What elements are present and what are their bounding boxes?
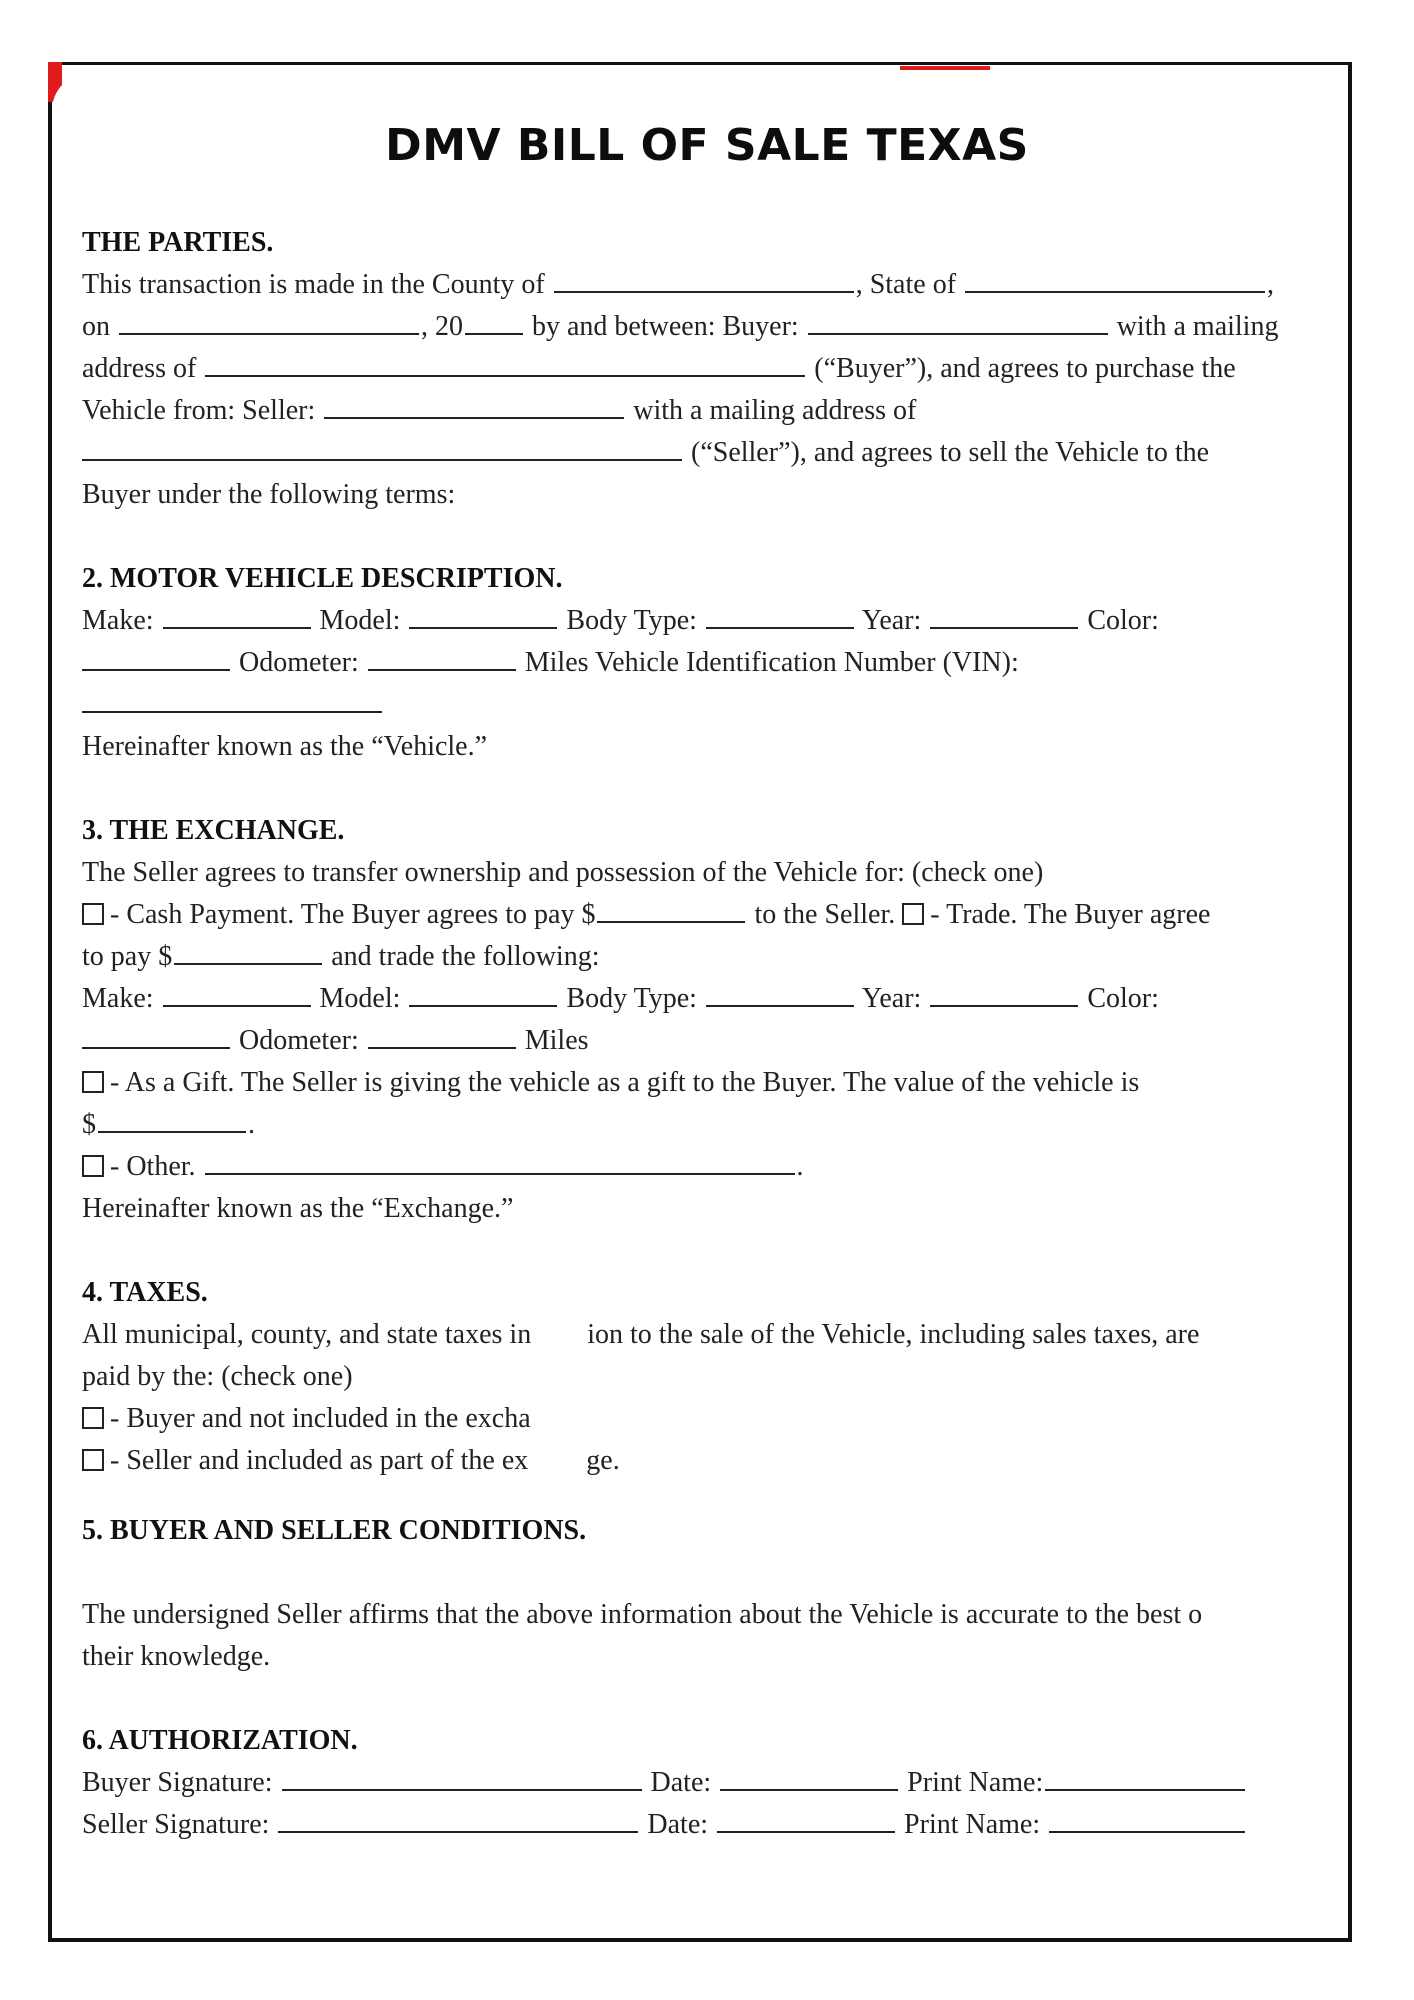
seller-print-name-field[interactable] bbox=[1049, 1805, 1245, 1833]
conditions-line-2: their knowledge. bbox=[82, 1641, 271, 1672]
trade-year-field[interactable] bbox=[930, 979, 1078, 1007]
text: , bbox=[1267, 269, 1275, 300]
seller-name-field[interactable] bbox=[324, 391, 624, 419]
exchange-line-gift-value bbox=[82, 1104, 1312, 1146]
text: , State of bbox=[855, 269, 957, 300]
text: Make: bbox=[82, 983, 154, 1014]
text: Vehicle from: Seller: bbox=[82, 395, 316, 426]
text: with a mailing bbox=[1116, 311, 1279, 342]
text: (“Buyer”), and agrees to purchase the bbox=[814, 353, 1236, 384]
text: - Buyer and not included in the excha bbox=[110, 1403, 531, 1434]
other-field[interactable] bbox=[205, 1147, 795, 1175]
document-body bbox=[82, 222, 1312, 1846]
parties-line-2 bbox=[82, 306, 1312, 348]
taxes-option-buyer bbox=[82, 1398, 1312, 1440]
text: Year: bbox=[861, 983, 922, 1014]
buyer-name-field[interactable] bbox=[808, 307, 1108, 335]
seller-date-field[interactable] bbox=[717, 1805, 895, 1833]
vin-field[interactable] bbox=[82, 685, 382, 713]
text: This transaction is made in the County of bbox=[82, 269, 545, 300]
vehicle-line-3 bbox=[82, 684, 1312, 726]
exchange-line-trade bbox=[82, 936, 1312, 978]
vehicle-hereinafter: Hereinafter known as the “Vehicle.” bbox=[82, 731, 488, 762]
text: - Seller and included as part of the ex bbox=[110, 1445, 529, 1476]
taxes-option-seller bbox=[82, 1440, 1312, 1482]
text: Miles Vehicle Identification Number (VIN): bbox=[524, 647, 1019, 678]
buyer-address-field[interactable] bbox=[205, 349, 805, 377]
text: Miles bbox=[524, 1025, 589, 1056]
cash-checkbox[interactable] bbox=[82, 903, 104, 925]
seller-signature-field[interactable] bbox=[278, 1805, 638, 1833]
text: Date: bbox=[650, 1767, 712, 1798]
text: . bbox=[796, 1151, 804, 1182]
section-vehicle-heading: 2. MOTOR VEHICLE DESCRIPTION. bbox=[82, 563, 563, 594]
parties-line-3 bbox=[82, 348, 1312, 390]
text: to pay $ bbox=[82, 941, 173, 972]
odometer-field[interactable] bbox=[368, 643, 516, 671]
trade-model-field[interactable] bbox=[409, 979, 557, 1007]
text: Buyer Signature: bbox=[82, 1767, 273, 1798]
text: - As a Gift. The Seller is giving the vehicle as a gift to the Buyer. The value of the vehicle is bbox=[110, 1067, 1140, 1098]
buyer-signature-line bbox=[82, 1762, 1312, 1804]
seller-signature-line bbox=[82, 1804, 1312, 1846]
year-suffix-field[interactable] bbox=[465, 307, 523, 335]
text: Odometer: bbox=[239, 1025, 359, 1056]
cash-amount-field[interactable] bbox=[597, 895, 745, 923]
trade-body-type-field[interactable] bbox=[706, 979, 854, 1007]
exchange-hereinafter: Hereinafter known as the “Exchange.” bbox=[82, 1193, 514, 1224]
section-exchange-heading: 3. THE EXCHANGE. bbox=[82, 815, 345, 846]
text: - Trade. The Buyer agree bbox=[930, 899, 1211, 930]
trade-odometer-field[interactable] bbox=[368, 1021, 516, 1049]
other-checkbox[interactable] bbox=[82, 1155, 104, 1177]
trade-color-field[interactable] bbox=[82, 1021, 230, 1049]
text: ge. bbox=[586, 1445, 620, 1476]
gift-checkbox[interactable] bbox=[82, 1071, 104, 1093]
parties-line-4 bbox=[82, 390, 1312, 432]
text: Color: bbox=[1087, 983, 1159, 1014]
gift-value-field[interactable] bbox=[98, 1105, 246, 1133]
text: (“Seller”), and agrees to sell the Vehicle to the bbox=[691, 437, 1210, 468]
text: Make: bbox=[82, 605, 154, 636]
section-authorization-heading: 6. AUTHORIZATION. bbox=[82, 1725, 358, 1756]
date-field[interactable] bbox=[119, 307, 419, 335]
text: . bbox=[248, 1109, 255, 1140]
document-title: DMV BILL OF SALE TEXAS bbox=[385, 120, 1029, 171]
trade-amount-field[interactable] bbox=[174, 937, 322, 965]
text: Seller Signature: bbox=[82, 1809, 270, 1840]
text: to the Seller. bbox=[754, 899, 896, 930]
state-field[interactable] bbox=[965, 265, 1265, 293]
exchange-line-gift bbox=[82, 1062, 1312, 1104]
trade-vehicle-line-2 bbox=[82, 1020, 1312, 1062]
section-conditions-heading: 5. BUYER AND SELLER CONDITIONS. bbox=[82, 1515, 587, 1546]
text: by and between: Buyer: bbox=[532, 311, 799, 342]
text: address of bbox=[82, 353, 197, 384]
text: Print Name: bbox=[907, 1767, 1044, 1798]
make-field[interactable] bbox=[163, 601, 311, 629]
parties-line-1 bbox=[82, 264, 1312, 306]
text: and trade the following: bbox=[331, 941, 600, 972]
model-field[interactable] bbox=[409, 601, 557, 629]
taxes-line-1 bbox=[82, 1314, 1312, 1356]
conditions-line-1: The undersigned Seller affirms that the above information about the Vehicle is accurate to the best o bbox=[82, 1599, 1203, 1630]
text: , 20 bbox=[421, 311, 463, 342]
text: - Cash Payment. The Buyer agrees to pay $ bbox=[110, 899, 596, 930]
taxes-line-2: paid by the: (check one) bbox=[82, 1361, 353, 1392]
taxes-buyer-checkbox[interactable] bbox=[82, 1407, 104, 1429]
red-top-accent bbox=[900, 66, 990, 70]
text: Odometer: bbox=[239, 647, 359, 678]
body-type-field[interactable] bbox=[706, 601, 854, 629]
vehicle-line-2 bbox=[82, 642, 1312, 684]
text: Color: bbox=[1087, 605, 1159, 636]
trade-checkbox[interactable] bbox=[902, 903, 924, 925]
section-parties-heading: THE PARTIES. bbox=[82, 227, 274, 258]
vehicle-line-1 bbox=[82, 600, 1312, 642]
trade-vehicle-line-1 bbox=[82, 978, 1312, 1020]
parties-line-6: Buyer under the following terms: bbox=[82, 479, 456, 510]
text: Body Type: bbox=[566, 983, 697, 1014]
text: Model: bbox=[319, 605, 401, 636]
taxes-seller-checkbox[interactable] bbox=[82, 1449, 104, 1471]
exchange-line-other bbox=[82, 1146, 1312, 1188]
seller-address-field[interactable] bbox=[82, 433, 682, 461]
text: ion to the sale of the Vehicle, including sales taxes, are bbox=[587, 1319, 1200, 1350]
trade-make-field[interactable] bbox=[163, 979, 311, 1007]
buyer-print-name-field[interactable] bbox=[1045, 1763, 1245, 1791]
text: with a mailing address of bbox=[633, 395, 917, 426]
parties-line-5 bbox=[82, 432, 1312, 474]
buyer-signature-field[interactable] bbox=[282, 1763, 642, 1791]
year-field[interactable] bbox=[930, 601, 1078, 629]
text: Body Type: bbox=[566, 605, 697, 636]
exchange-intro: The Seller agrees to transfer ownership and possession of the Vehicle for: (check one) bbox=[82, 857, 1044, 888]
buyer-date-field[interactable] bbox=[720, 1763, 898, 1791]
text: All municipal, county, and state taxes in bbox=[82, 1319, 532, 1350]
county-field[interactable] bbox=[554, 265, 854, 293]
text: $ bbox=[82, 1109, 96, 1140]
section-taxes-heading: 4. TAXES. bbox=[82, 1277, 208, 1308]
text: on bbox=[82, 311, 110, 342]
text: - Other. bbox=[110, 1151, 196, 1182]
exchange-line-cash bbox=[82, 894, 1312, 936]
text: Model: bbox=[319, 983, 401, 1014]
text: Year: bbox=[861, 605, 922, 636]
text: Print Name: bbox=[904, 1809, 1041, 1840]
text: Date: bbox=[647, 1809, 709, 1840]
color-field[interactable] bbox=[82, 643, 230, 671]
